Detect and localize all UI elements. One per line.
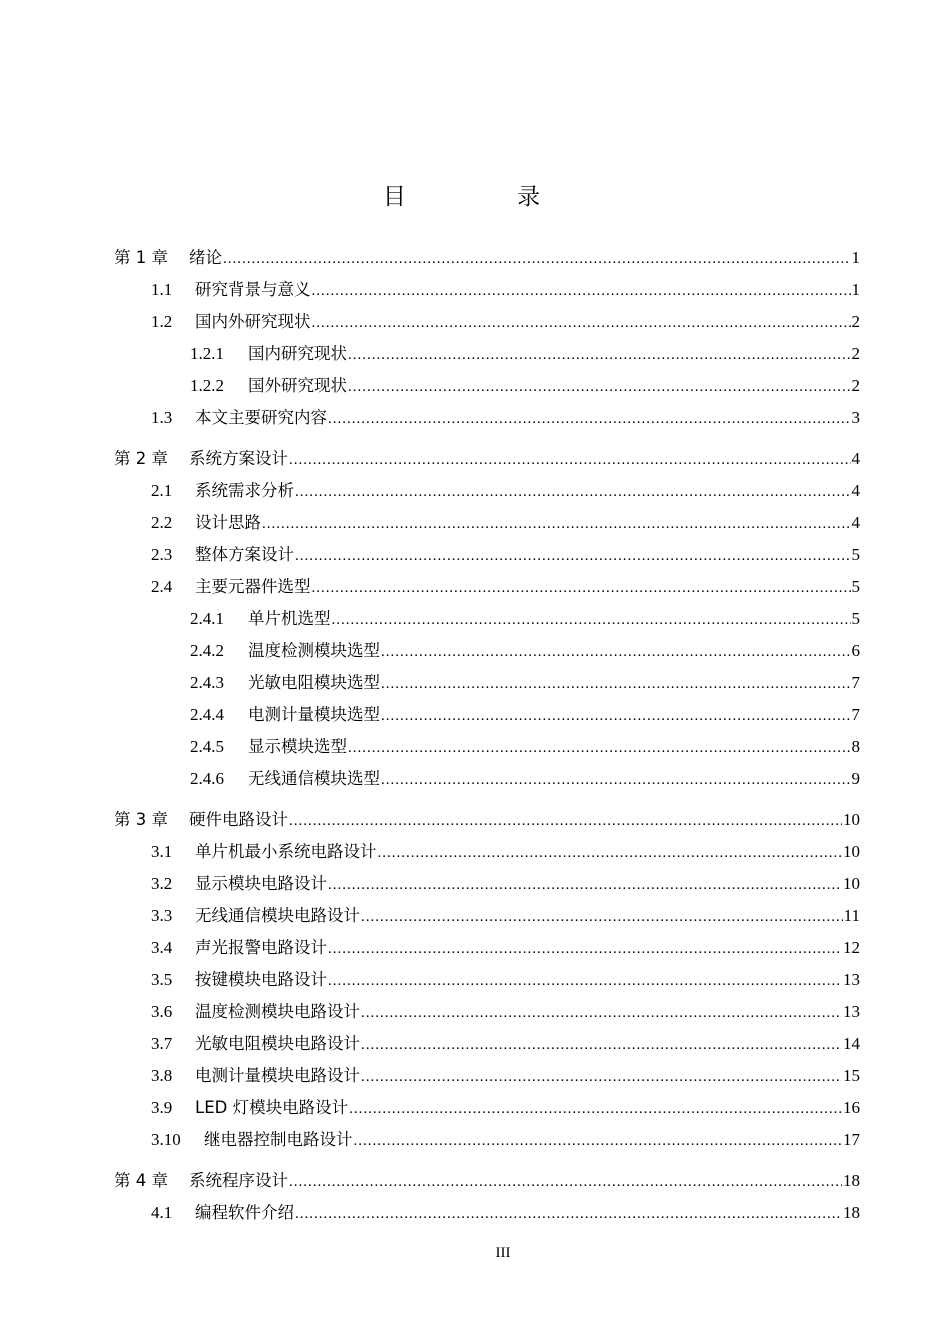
toc-entry-title: 研究背景与意义 — [195, 280, 311, 299]
toc-entry-title: 主要元器件选型 — [195, 577, 311, 596]
toc-dot-leader — [328, 933, 842, 965]
toc-dot-leader — [262, 508, 851, 540]
toc-entry-number: 3.5 — [151, 970, 173, 989]
toc-entry-number: 2.2 — [151, 513, 173, 532]
toc-dot-leader — [361, 1061, 842, 1093]
toc-entry[interactable] — [114, 443, 860, 475]
toc-entry[interactable] — [114, 1165, 860, 1197]
toc-entry-title: 硬件电路设计 — [189, 810, 288, 829]
toc-entry[interactable] — [114, 571, 860, 603]
toc-entry-number: 2.4.4 — [190, 705, 224, 724]
toc-entry-page: 18 — [843, 1171, 860, 1190]
toc-entry-title: 温度检测模块选型 — [248, 641, 380, 660]
toc-title: 目 录 — [382, 184, 593, 210]
toc-dot-leader — [332, 604, 851, 636]
toc-dot-leader — [361, 1029, 842, 1061]
toc-entry-title: 系统需求分析 — [195, 481, 294, 500]
toc-entry-page: 4 — [851, 513, 860, 532]
toc-entry[interactable] — [114, 635, 860, 667]
toc-entry[interactable] — [114, 507, 860, 539]
toc-entry-title: 设计思路 — [195, 513, 261, 532]
toc-entry[interactable] — [114, 1197, 860, 1229]
toc-entry-page: 13 — [843, 1002, 860, 1021]
toc-dot-leader — [295, 540, 851, 572]
toc-dot-leader — [381, 700, 851, 732]
toc-entry-page: 5 — [851, 609, 860, 628]
toc-entry[interactable] — [114, 804, 860, 836]
toc-entry-title: 绪论 — [189, 248, 222, 267]
toc-entry[interactable] — [114, 932, 860, 964]
toc-entry-number: 第 3 章 — [114, 810, 168, 829]
toc-dot-leader — [295, 1198, 842, 1230]
toc-entry-page: 2 — [851, 312, 860, 331]
toc-entry-number: 第 1 章 — [114, 248, 168, 267]
toc-entry-title: LED 灯模块电路设计 — [195, 1098, 349, 1117]
toc-dot-leader — [378, 837, 843, 869]
toc-entry-number: 3.10 — [151, 1130, 181, 1149]
toc-entry[interactable] — [114, 306, 860, 338]
toc-entry-number: 3.9 — [151, 1098, 173, 1117]
toc-entry[interactable] — [114, 699, 860, 731]
toc-entry-number: 2.3 — [151, 545, 173, 564]
toc-entry-page: 16 — [843, 1098, 860, 1117]
toc-dot-leader — [328, 869, 842, 901]
toc-entry-page: 12 — [843, 938, 860, 957]
toc-entry-page: 3 — [851, 408, 860, 427]
toc-entry-title: 系统程序设计 — [189, 1171, 288, 1190]
toc-entry[interactable] — [114, 1124, 860, 1156]
toc-entry[interactable] — [114, 996, 860, 1028]
toc-entry-page: 4 — [851, 449, 860, 468]
toc-entry-number: 3.3 — [151, 906, 173, 925]
toc-entry[interactable] — [114, 1028, 860, 1060]
toc-entry-page: 2 — [851, 344, 860, 363]
toc-entry-title: 声光报警电路设计 — [195, 938, 327, 957]
toc-entry-number: 2.4.6 — [190, 769, 224, 788]
toc-dot-leader — [289, 805, 842, 837]
toc-entry-title: 本文主要研究内容 — [195, 408, 327, 427]
toc-entry[interactable] — [114, 475, 860, 507]
toc-dot-leader — [348, 371, 851, 403]
toc-entry-title: 温度检测模块电路设计 — [195, 1002, 360, 1021]
toc-dot-leader — [328, 965, 842, 997]
toc-entry[interactable] — [114, 900, 860, 932]
toc-entry-page: 1 — [851, 280, 860, 299]
toc-entry-title: 电测计量模块电路设计 — [195, 1066, 360, 1085]
toc-entry[interactable] — [114, 868, 860, 900]
toc-dot-leader — [381, 636, 851, 668]
toc-dot-leader — [289, 444, 851, 476]
toc-entry-number: 1.2.2 — [190, 376, 224, 395]
toc-dot-leader — [361, 901, 843, 933]
toc-entry-number: 2.4.3 — [190, 673, 224, 692]
toc-entry-number: 1.1 — [151, 280, 173, 299]
toc-dot-leader — [349, 1093, 842, 1125]
toc-entry-page: 8 — [851, 737, 860, 756]
toc-dot-leader — [289, 1166, 842, 1198]
toc-entry[interactable] — [114, 274, 860, 306]
toc-entry[interactable] — [114, 731, 860, 763]
toc-entry-title: 单片机选型 — [248, 609, 331, 628]
toc-entry-title: 电测计量模块选型 — [248, 705, 380, 724]
toc-entry-number: 第 4 章 — [114, 1171, 168, 1190]
toc-entry-number: 3.6 — [151, 1002, 173, 1021]
toc-dot-leader — [381, 668, 851, 700]
toc-entry-number: 第 2 章 — [114, 449, 168, 468]
toc-entry-page: 9 — [851, 769, 860, 788]
toc-entry-number: 3.2 — [151, 874, 173, 893]
toc-entry-title: 国内外研究现状 — [195, 312, 311, 331]
toc-entry-number: 3.8 — [151, 1066, 173, 1085]
table-of-contents — [114, 242, 860, 1229]
toc-entry-number: 2.4.1 — [190, 609, 224, 628]
toc-entry-number: 4.1 — [151, 1203, 173, 1222]
toc-dot-leader — [348, 339, 851, 371]
toc-entry-number: 3.7 — [151, 1034, 173, 1053]
toc-entry-page: 2 — [851, 376, 860, 395]
toc-entry-title: 系统方案设计 — [189, 449, 288, 468]
toc-entry-page: 6 — [851, 641, 860, 660]
page-number: III — [495, 1245, 511, 1261]
toc-dot-leader — [328, 403, 851, 435]
toc-entry-number: 1.3 — [151, 408, 173, 427]
toc-dot-leader — [348, 732, 851, 764]
toc-entry-title: 无线通信模块电路设计 — [195, 906, 360, 925]
toc-entry-number: 3.1 — [151, 842, 173, 861]
toc-dot-leader — [312, 307, 851, 339]
toc-entry-number: 2.1 — [151, 481, 173, 500]
toc-entry[interactable] — [114, 836, 860, 868]
toc-dot-leader — [354, 1125, 843, 1157]
toc-dot-leader — [381, 764, 851, 796]
toc-entry[interactable] — [114, 1092, 860, 1124]
toc-entry-page: 10 — [843, 874, 860, 893]
toc-entry-title: 光敏电阻模块电路设计 — [195, 1034, 360, 1053]
toc-entry[interactable] — [114, 370, 860, 402]
toc-entry[interactable] — [114, 539, 860, 571]
toc-entry-title: 继电器控制电路设计 — [204, 1130, 353, 1149]
toc-entry[interactable] — [114, 242, 860, 274]
toc-entry-page: 1 — [851, 248, 860, 267]
toc-entry-page: 17 — [843, 1130, 860, 1149]
toc-entry-number: 2.4.2 — [190, 641, 224, 660]
toc-entry-title: 单片机最小系统电路设计 — [195, 842, 377, 861]
toc-entry-title: 显示模块电路设计 — [195, 874, 327, 893]
toc-entry-title: 编程软件介绍 — [195, 1203, 294, 1222]
toc-entry[interactable] — [114, 763, 860, 795]
toc-entry-title: 显示模块选型 — [248, 737, 347, 756]
toc-entry-title: 国内研究现状 — [248, 344, 347, 363]
toc-entry-number: 1.2 — [151, 312, 173, 331]
toc-entry-page: 5 — [851, 577, 860, 596]
toc-entry-page: 5 — [851, 545, 860, 564]
toc-dot-leader — [295, 476, 851, 508]
toc-entry-page: 11 — [843, 906, 860, 925]
toc-entry[interactable] — [114, 402, 860, 434]
toc-entry-page: 10 — [843, 842, 860, 861]
toc-entry-title: 整体方案设计 — [195, 545, 294, 564]
toc-entry-title: 国外研究现状 — [248, 376, 347, 395]
toc-entry-page: 18 — [843, 1203, 860, 1222]
toc-entry-page: 4 — [851, 481, 860, 500]
toc-entry[interactable] — [114, 667, 860, 699]
toc-entry-title: 光敏电阻模块选型 — [248, 673, 380, 692]
toc-entry[interactable] — [114, 603, 860, 635]
toc-entry-page: 13 — [843, 970, 860, 989]
toc-entry[interactable] — [114, 1060, 860, 1092]
toc-entry-number: 3.4 — [151, 938, 173, 957]
toc-entry-title: 按键模块电路设计 — [195, 970, 327, 989]
toc-entry[interactable] — [114, 964, 860, 996]
toc-entry-number: 1.2.1 — [190, 344, 224, 363]
toc-entry-title: 无线通信模块选型 — [248, 769, 380, 788]
toc-entry-number: 2.4.5 — [190, 737, 224, 756]
toc-entry[interactable] — [114, 338, 860, 370]
toc-entry-page: 14 — [843, 1034, 860, 1053]
toc-entry-page: 7 — [851, 705, 860, 724]
toc-dot-leader — [361, 997, 842, 1029]
toc-entry-page: 7 — [851, 673, 860, 692]
toc-entry-number: 2.4 — [151, 577, 173, 596]
toc-dot-leader — [312, 275, 851, 307]
toc-dot-leader — [312, 572, 851, 604]
toc-entry-page: 15 — [843, 1066, 860, 1085]
toc-dot-leader — [223, 243, 851, 275]
toc-entry-page: 10 — [843, 810, 860, 829]
